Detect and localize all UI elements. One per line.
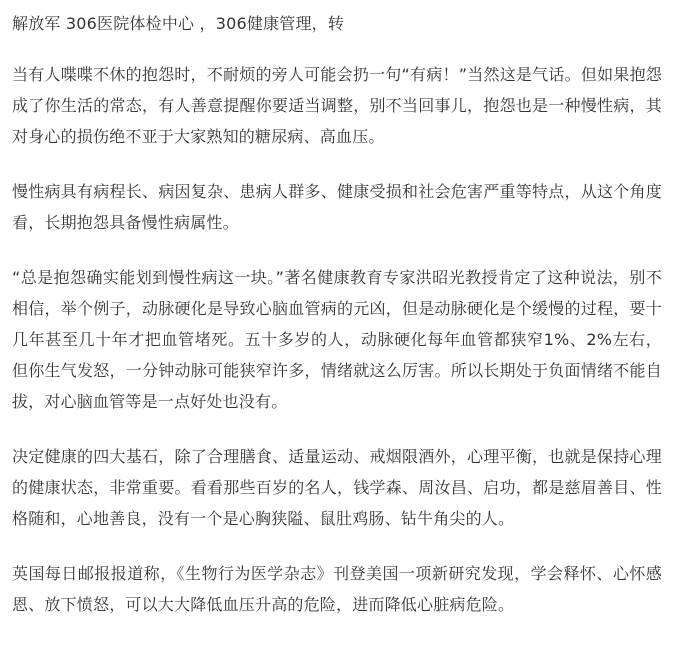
paragraph-health-cornerstones: 决定健康的四大基石，除了合理膳食、适量运动、戒烟限酒外，心理平衡，也就是保持心理的健康状态，非常重要。看看那些百岁的名人，钱学森、周汝昌、启功，都是慈眉善目、性格随和，心地善良，没有一个是心胸狭隘、鼠肚鸡肠、钻牛角尖的人。 [12, 447, 662, 528]
paragraph-chronic-disease: 慢性病具有病程长、病因复杂、患病人群多、健康受损和社会危害严重等特点，从这个角度看，长期抱怨具备慢性病属性。 [12, 182, 662, 232]
paragraph-complaint-intro: 当有人喋喋不休的抱怨时，不耐烦的旁人可能会扔一句“有病！”当然这是气话。但如果抱怨成了你生活的常态，有人善意提醒你要适当调整，别不当回事儿，抱怨也是一种慢性病，其对身心的损伤绝不亚于大家熟知的糖尿病、高血压。 [12, 65, 662, 146]
paragraph-expert-quote: “总是抱怨确实能划到慢性病这一块。”著名健康教育专家洪昭光教授肯定了这种说法，别不相信，举个例子，动脉硬化是导致心脑血管病的元凶，但是动脉硬化是个缓慢的过程，要十几年甚至几十年才把血管堵死。五十多岁的人，动脉硬化每年血管都狭窄1%、2%左右，但你生气发怒，一分钟动脉可能狭窄许多，情绪就这么厉害。所以长期处于负面情绪不能自拔，对心脑血管等是一点好处也没有。 [12, 268, 662, 411]
paragraph-research-report: 英国每日邮报报道称，《生物行为医学杂志》刊登美国一项新研究发现，学会释怀、心怀感恩、放下愤怒，可以大大降低血压升高的危险，进而降低心脏病危险。 [12, 564, 662, 614]
article-body [12, 8, 662, 644]
source-line: 解放军 306医院体检中心 ，306健康管理，转 [12, 14, 345, 33]
